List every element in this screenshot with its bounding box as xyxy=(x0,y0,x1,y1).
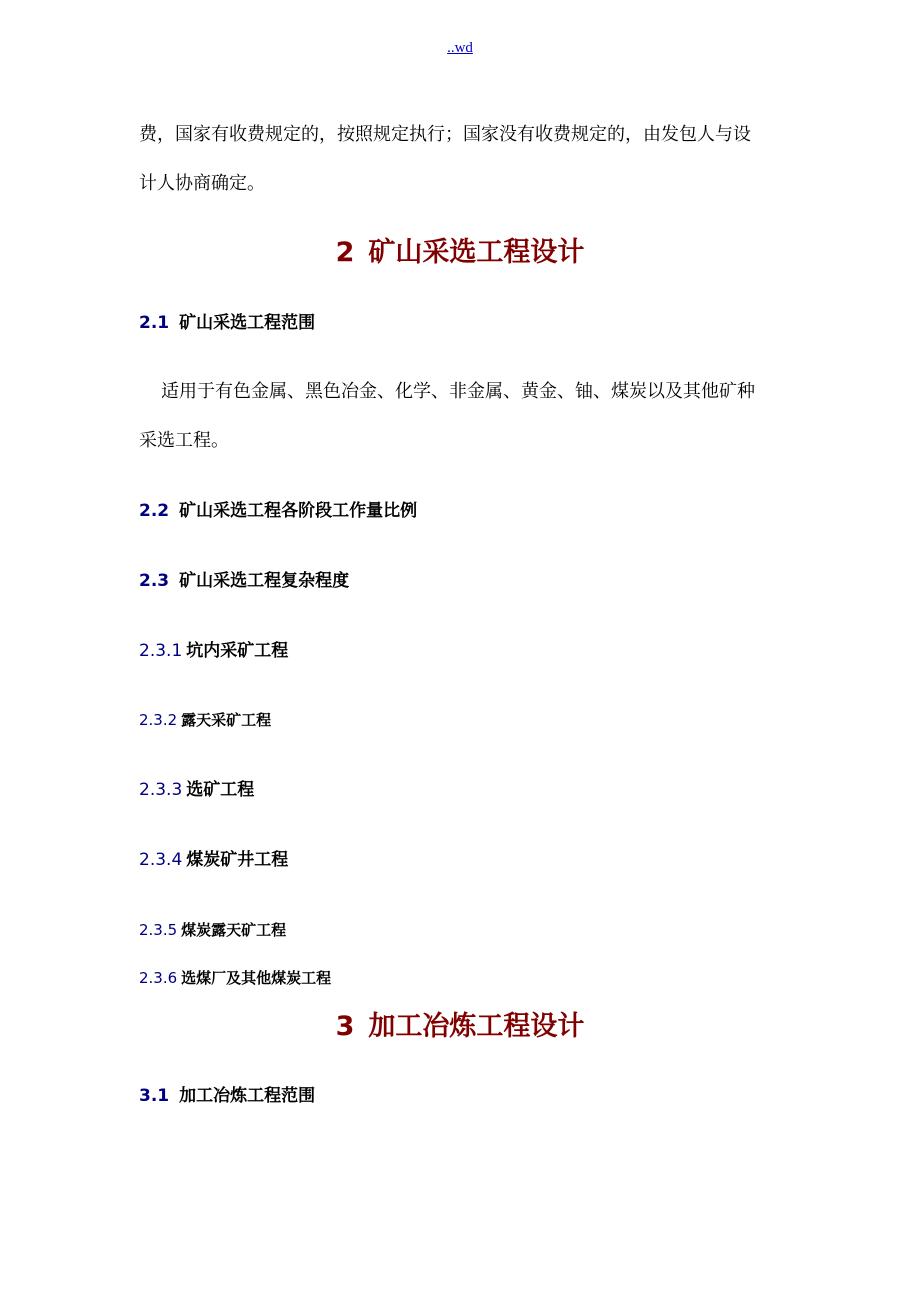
subsection-2-3-5-number: 2.3.5 xyxy=(139,921,178,939)
subsection-2-3-6-number: 2.3.6 xyxy=(139,969,178,987)
subsection-2-3-3-heading xyxy=(139,778,254,802)
subsection-2-3-1-number: 2.3.1 xyxy=(139,641,183,661)
chapter-2-title: 矿山采选工程设计 xyxy=(368,237,585,268)
subsection-2-3-5-title: 煤炭露天矿工程 xyxy=(181,921,287,939)
subsection-2-3-3-title: 选矿工程 xyxy=(186,780,255,800)
subsection-2-3-5-heading xyxy=(139,920,286,940)
section-2-1-title: 矿山采选工程范围 xyxy=(179,313,316,333)
chapter-3-number: 3 xyxy=(335,1011,355,1042)
chapter-2-number: 2 xyxy=(335,237,355,268)
subsection-2-3-2-number: 2.3.2 xyxy=(139,711,178,729)
subsection-2-3-6-heading xyxy=(139,968,331,988)
subsection-2-3-6-title: 选煤厂及其他煤炭工程 xyxy=(181,969,332,987)
subsection-2-3-4-heading xyxy=(139,848,288,872)
section-2-1-number: 2.1 xyxy=(139,313,170,333)
subsection-2-3-2-heading xyxy=(139,710,271,730)
section-2-3-title: 矿山采选工程复杂程度 xyxy=(179,571,350,591)
section-3-1-heading xyxy=(139,1084,315,1108)
chapter-3-title: 加工冶炼工程设计 xyxy=(368,1011,585,1042)
subsection-2-3-4-number: 2.3.4 xyxy=(139,850,183,870)
chapter-2-heading xyxy=(0,236,920,270)
header-link[interactable]: ..wd xyxy=(447,40,473,56)
subsection-2-3-1-heading xyxy=(139,639,288,663)
section-2-2-heading xyxy=(139,499,417,523)
section-2-3-heading xyxy=(139,569,349,593)
subsection-2-3-3-number: 2.3.3 xyxy=(139,780,183,800)
subsection-2-3-2-title: 露天采矿工程 xyxy=(181,711,272,729)
section-2-2-title: 矿山采选工程各阶段工作量比例 xyxy=(179,501,418,521)
chapter-3-heading xyxy=(0,1010,920,1044)
section-2-2-number: 2.2 xyxy=(139,501,170,521)
section-3-1-number: 3.1 xyxy=(139,1086,170,1106)
intro-line-1: 费，国家有收费规定的，按照规定执行；国家没有收费规定的，由发包人与设 xyxy=(139,124,751,145)
section-2-1-para-line-1: 适用于有色金属、黑色冶金、化学、非金属、黄金、铀、煤炭以及其他矿种 xyxy=(161,381,755,402)
section-2-1-heading xyxy=(139,311,315,335)
intro-line-2: 计人协商确定。 xyxy=(139,173,265,194)
section-3-1-title: 加工冶炼工程范围 xyxy=(179,1086,316,1106)
section-2-1-para-line-2: 采选工程。 xyxy=(139,430,229,451)
subsection-2-3-4-title: 煤炭矿井工程 xyxy=(186,850,289,870)
subsection-2-3-1-title: 坑内采矿工程 xyxy=(186,641,289,661)
section-2-3-number: 2.3 xyxy=(139,571,170,591)
